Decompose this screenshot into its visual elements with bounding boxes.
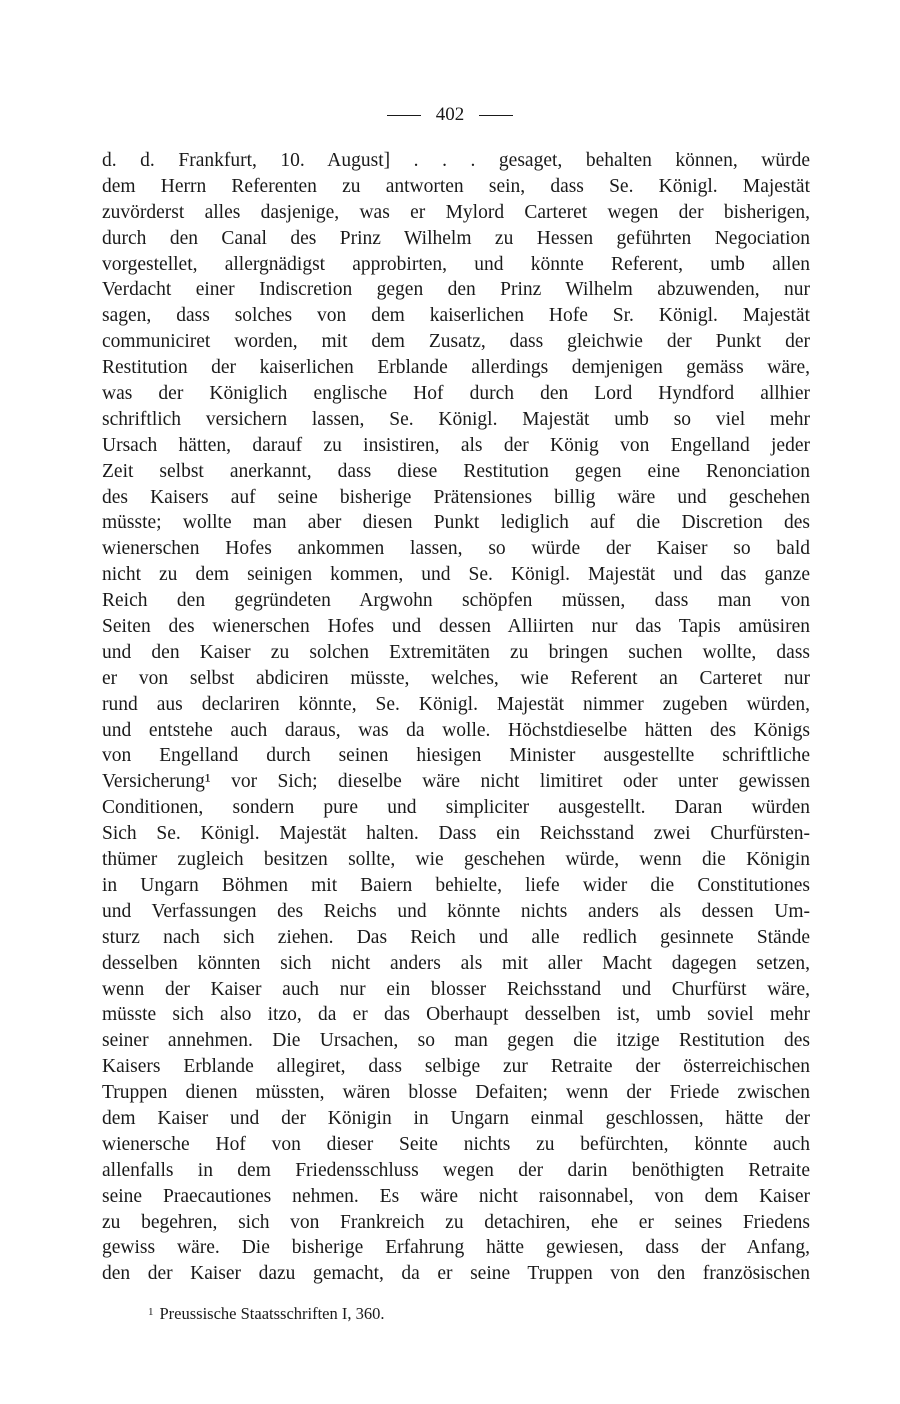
text-line: Ursach hätten, darauf zu insistiren, als der König von Engelland jeder [102, 434, 810, 456]
text-line: Verdacht einer Indiscretion gegen den Prinz Wilhelm abzuwenden, nur [102, 279, 810, 301]
text-line: den der Kaiser dazu gemacht, da er seine Truppen von den französischen [102, 1263, 810, 1285]
footnote-marker: 1 [148, 1306, 154, 1318]
text-line: des Kaisers auf seine bisherige Prätensiones billig wäre und geschehen [102, 486, 810, 508]
text-line: Sich Se. Königl. Majestät halten. Dass ein Reichsstand zwei Churfürsten- [102, 823, 810, 845]
text-line: desselben könnten sich nicht anders als mit aller Macht dagegen setzen, [102, 952, 810, 974]
body-text [102, 148, 810, 1287]
text-line: Reich den gegründeten Argwohn schöpfen müssen, dass man von [102, 590, 810, 612]
text-line: Kaisers Erblande allegiret, dass selbige zur Retraite der österreichischen [102, 1056, 810, 1078]
page-number: 402 [435, 104, 465, 125]
text-line: allenfalls in dem Friedensschluss wegen der darin benöthigten Retraite [102, 1159, 810, 1181]
text-line: dem Herrn Referenten zu antworten sein, dass Se. Königl. Majestät [102, 175, 810, 197]
header-rule-right [479, 115, 513, 116]
text-line: wienerschen Hofes ankommen lassen, so würde der Kaiser so bald [102, 538, 810, 560]
text-line: er von selbst abdiciren müsste, welches, wie Referent an Carteret nur [102, 667, 810, 689]
text-line: und Verfassungen des Reichs und könnte nichts anders als dessen Um- [102, 900, 810, 922]
header-rule-left [387, 115, 421, 116]
text-line: dem Kaiser und der Königin in Ungarn einmal geschlossen, hätte der [102, 1107, 810, 1129]
page-header [0, 103, 900, 127]
text-line: sagen, dass solches von dem kaiserlichen Hofe Sr. Königl. Majestät [102, 305, 810, 327]
text-line: rund aus declariren könnte, Se. Königl. Majestät nimmer zugeben würden, [102, 693, 810, 715]
text-line: Versicherung¹ vor Sich; dieselbe wäre nicht limitiret oder unter gewissen [102, 771, 810, 793]
text-line: communiciret worden, mit dem Zusatz, dass gleichwie der Punkt der [102, 331, 810, 353]
text-line: sturz nach sich ziehen. Das Reich und alle redlich gesinnete Stände [102, 926, 810, 948]
text-line: wienersche Hof von dieser Seite nichts zu befürchten, könnte auch [102, 1133, 810, 1155]
text-line: zuvörderst alles dasjenige, was er Mylord Carteret wegen der bisherigen, [102, 201, 810, 223]
footnote-text: Preussische Staatsschriften I, 360. [159, 1304, 385, 1323]
text-line: wenn der Kaiser auch nur ein blosser Reichsstand und Churfürst wäre, [102, 978, 810, 1000]
text-line: zu begehren, sich von Frankreich zu detachiren, ehe er seines Friedens [102, 1211, 810, 1233]
text-line: gewiss wäre. Die bisherige Erfahrung hätte gewiesen, dass der Anfang, [102, 1237, 810, 1259]
text-line: vorgestellet, allergnädigst approbirten, und könnte Referent, umb allen [102, 253, 810, 275]
text-line: Truppen dienen müssten, wären blosse Defaiten; wenn der Friede zwischen [102, 1082, 810, 1104]
text-line: thümer zugleich besitzen sollte, wie geschehen würde, wenn die Königin [102, 849, 810, 871]
text-line: und entstehe auch daraus, was da wolle. Höchstdieselbe hätten des Königs [102, 719, 810, 741]
text-line: müsste sich also itzo, da er das Oberhaupt desselben ist, umb soviel mehr [102, 1004, 810, 1026]
text-line: seine Praecautiones nehmen. Es wäre nicht raisonnabel, von dem Kaiser [102, 1185, 810, 1207]
text-line: müsste; wollte man aber diesen Punkt lediglich auf die Discretion des [102, 512, 810, 534]
text-line: seiner annehmen. Die Ursachen, so man gegen die itzige Restitution des [102, 1030, 810, 1052]
text-line: Restitution der kaiserlichen Erblande allerdings demjenigen gemäss wäre, [102, 357, 810, 379]
text-line: was der Königlich englische Hof durch den Lord Hyndford allhier [102, 383, 810, 405]
text-line: und den Kaiser zu solchen Extremitäten zu bringen suchen wollte, dass [102, 641, 810, 663]
text-line: Conditionen, sondern pure und simpliciter ausgestellt. Daran würden [102, 797, 810, 819]
text-line: schriftlich versichern lassen, Se. Königl. Majestät umb so viel mehr [102, 408, 810, 430]
text-line: in Ungarn Böhmen mit Baiern behielte, liefe wider die Constitutiones [102, 874, 810, 896]
text-line: d. d. Frankfurt, 10. August] . . . gesaget, behalten können, würde [102, 150, 810, 171]
text-line: Zeit selbst anerkannt, dass diese Restitution gegen eine Renonciation [102, 460, 810, 482]
text-line: nicht zu dem seinigen kommen, und Se. Königl. Majestät und das ganze [102, 564, 810, 586]
footnote [148, 1301, 385, 1325]
text-line: von Engelland durch seinen hiesigen Minister ausgestellte schriftliche [102, 745, 810, 767]
text-line: Seiten des wienerschen Hofes und dessen Alliirten nur das Tapis amüsiren [102, 616, 810, 638]
text-line: durch den Canal des Prinz Wilhelm zu Hessen geführten Negociation [102, 227, 810, 249]
